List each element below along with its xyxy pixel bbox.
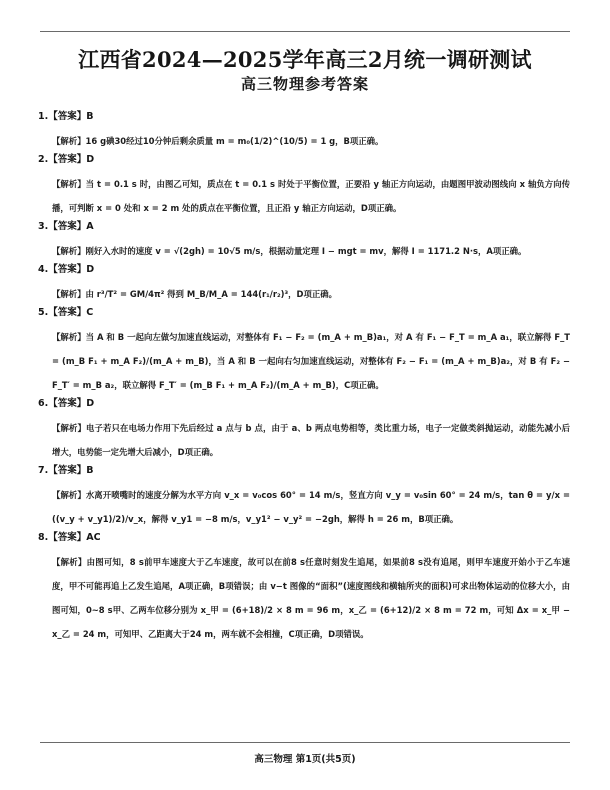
page-footer: 高三物理 第1页(共5页) xyxy=(254,754,356,765)
answer-label: 1.【答案】B xyxy=(38,111,94,122)
bottom-rule xyxy=(40,742,570,743)
analysis-text: 【解析】水离开喷嘴时的速度分解为水平方向 v_x = v₀cos 60° = 14 m/s，竖直方向 v_y = v₀sin 60° = 24 m/s，tan θ = y/x = ((v_y + v_y1)/2)/v_x，解得 v_y1 = −8 m/s，v_y1² − v_y² = −2gh，解得 h = 26 m，B项正确。 xyxy=(52,490,570,524)
answer-label: 5.【答案】C xyxy=(38,307,94,318)
top-rule xyxy=(40,31,570,32)
answer-label: 3.【答案】A xyxy=(38,221,94,232)
answer-label: 8.【答案】AC xyxy=(38,532,101,543)
analysis-text: 【解析】16 g碘30经过10分钟后剩余质量 m = m₀(1/2)^(10/5) = 1 g，B项正确。 xyxy=(52,136,384,146)
page-title: 江西省2024—2025学年高三2月统一调研测试 xyxy=(78,47,532,72)
analysis-text: 【解析】由图可知，8 s前甲车速度大于乙车速度，故可以在前8 s任意时刻发生追尾，如果前8 s没有追尾，则甲车速度开始小于乙车速度，甲不可能再追上乙发生追尾，A项正确，B项错误；由 v−t 图像的“面积”(速度图线和横轴所夹的面积)可求出物体运动的位移大小，由图可知，0~8 s甲、乙两车位移分别为 x_甲 = (6+18)/2 × 8 m = 96 m，x_乙 = (6+12)/2 × 8 m = 72 m，可知 Δx = x_甲 − x_乙 = 24 m，可知甲、乙距离大于24 m，两车就不会相撞，C项正确，D项错误。 xyxy=(52,557,570,639)
analysis-text: 【解析】电子若只在电场力作用下先后经过 a 点与 b 点，由于 a、b 两点电势相等，类比重力场，电子一定做类斜抛运动，动能先减小后增大，电势能一定先增大后减小，D项正确。 xyxy=(52,423,570,457)
answer-item-4 xyxy=(38,263,570,306)
answer-label: 6.【答案】D xyxy=(38,398,95,409)
analysis-text: 【解析】当 A 和 B 一起向左做匀加速直线运动，对整体有 F₁ − F₂ = (m_A + m_B)a₁，对 A 有 F₁ − F_T = m_A a₁，联立解得 F_T = (m_B F₁ + m_A F₂)/(m_A + m_B)，当 A 和 B 一起向右匀加速直线运动，对整体有 F₂ − F₁ = (m_A + m_B)a₂，对 B 有 F₂ − F_T′ = m_B a₂，联立解得 F_T′ = (m_B F₁ + m_A F₂)/(m_A + m_B)，C项正确。 xyxy=(52,332,570,390)
answer-item-6 xyxy=(38,397,570,464)
page-subtitle: 高三物理参考答案 xyxy=(240,75,369,93)
answer-item-3 xyxy=(38,220,570,263)
answer-label: 7.【答案】B xyxy=(38,465,94,476)
answer-item-1 xyxy=(38,110,570,153)
answer-item-2 xyxy=(38,153,570,220)
answer-item-5 xyxy=(38,306,570,397)
analysis-text: 【解析】由 r³/T² = GM/4π² 得到 M_B/M_A = 144(r₁/r₂)³，D项正确。 xyxy=(52,289,337,299)
analysis-text: 【解析】当 t = 0.1 s 时，由图乙可知，质点在 t = 0.1 s 时处于平衡位置，正要沿 y 轴正方向运动，由题图甲波动图线向 x 轴负方向传播，可判断 x = 0 处和 x = 2 m 处的质点在平衡位置，且正沿 y 轴正方向运动，D项正确。 xyxy=(52,179,570,213)
answer-label: 4.【答案】D xyxy=(38,264,95,275)
analysis-text: 【解析】刚好入水时的速度 v = √(2gh) = 10√5 m/s，根据动量定理 I − mgt = mv，解得 I = 1171.2 N·s，A项正确。 xyxy=(52,246,527,256)
answer-list xyxy=(38,110,570,646)
answer-item-7 xyxy=(38,464,570,531)
answer-item-8 xyxy=(38,531,570,646)
answer-label: 2.【答案】D xyxy=(38,154,95,165)
